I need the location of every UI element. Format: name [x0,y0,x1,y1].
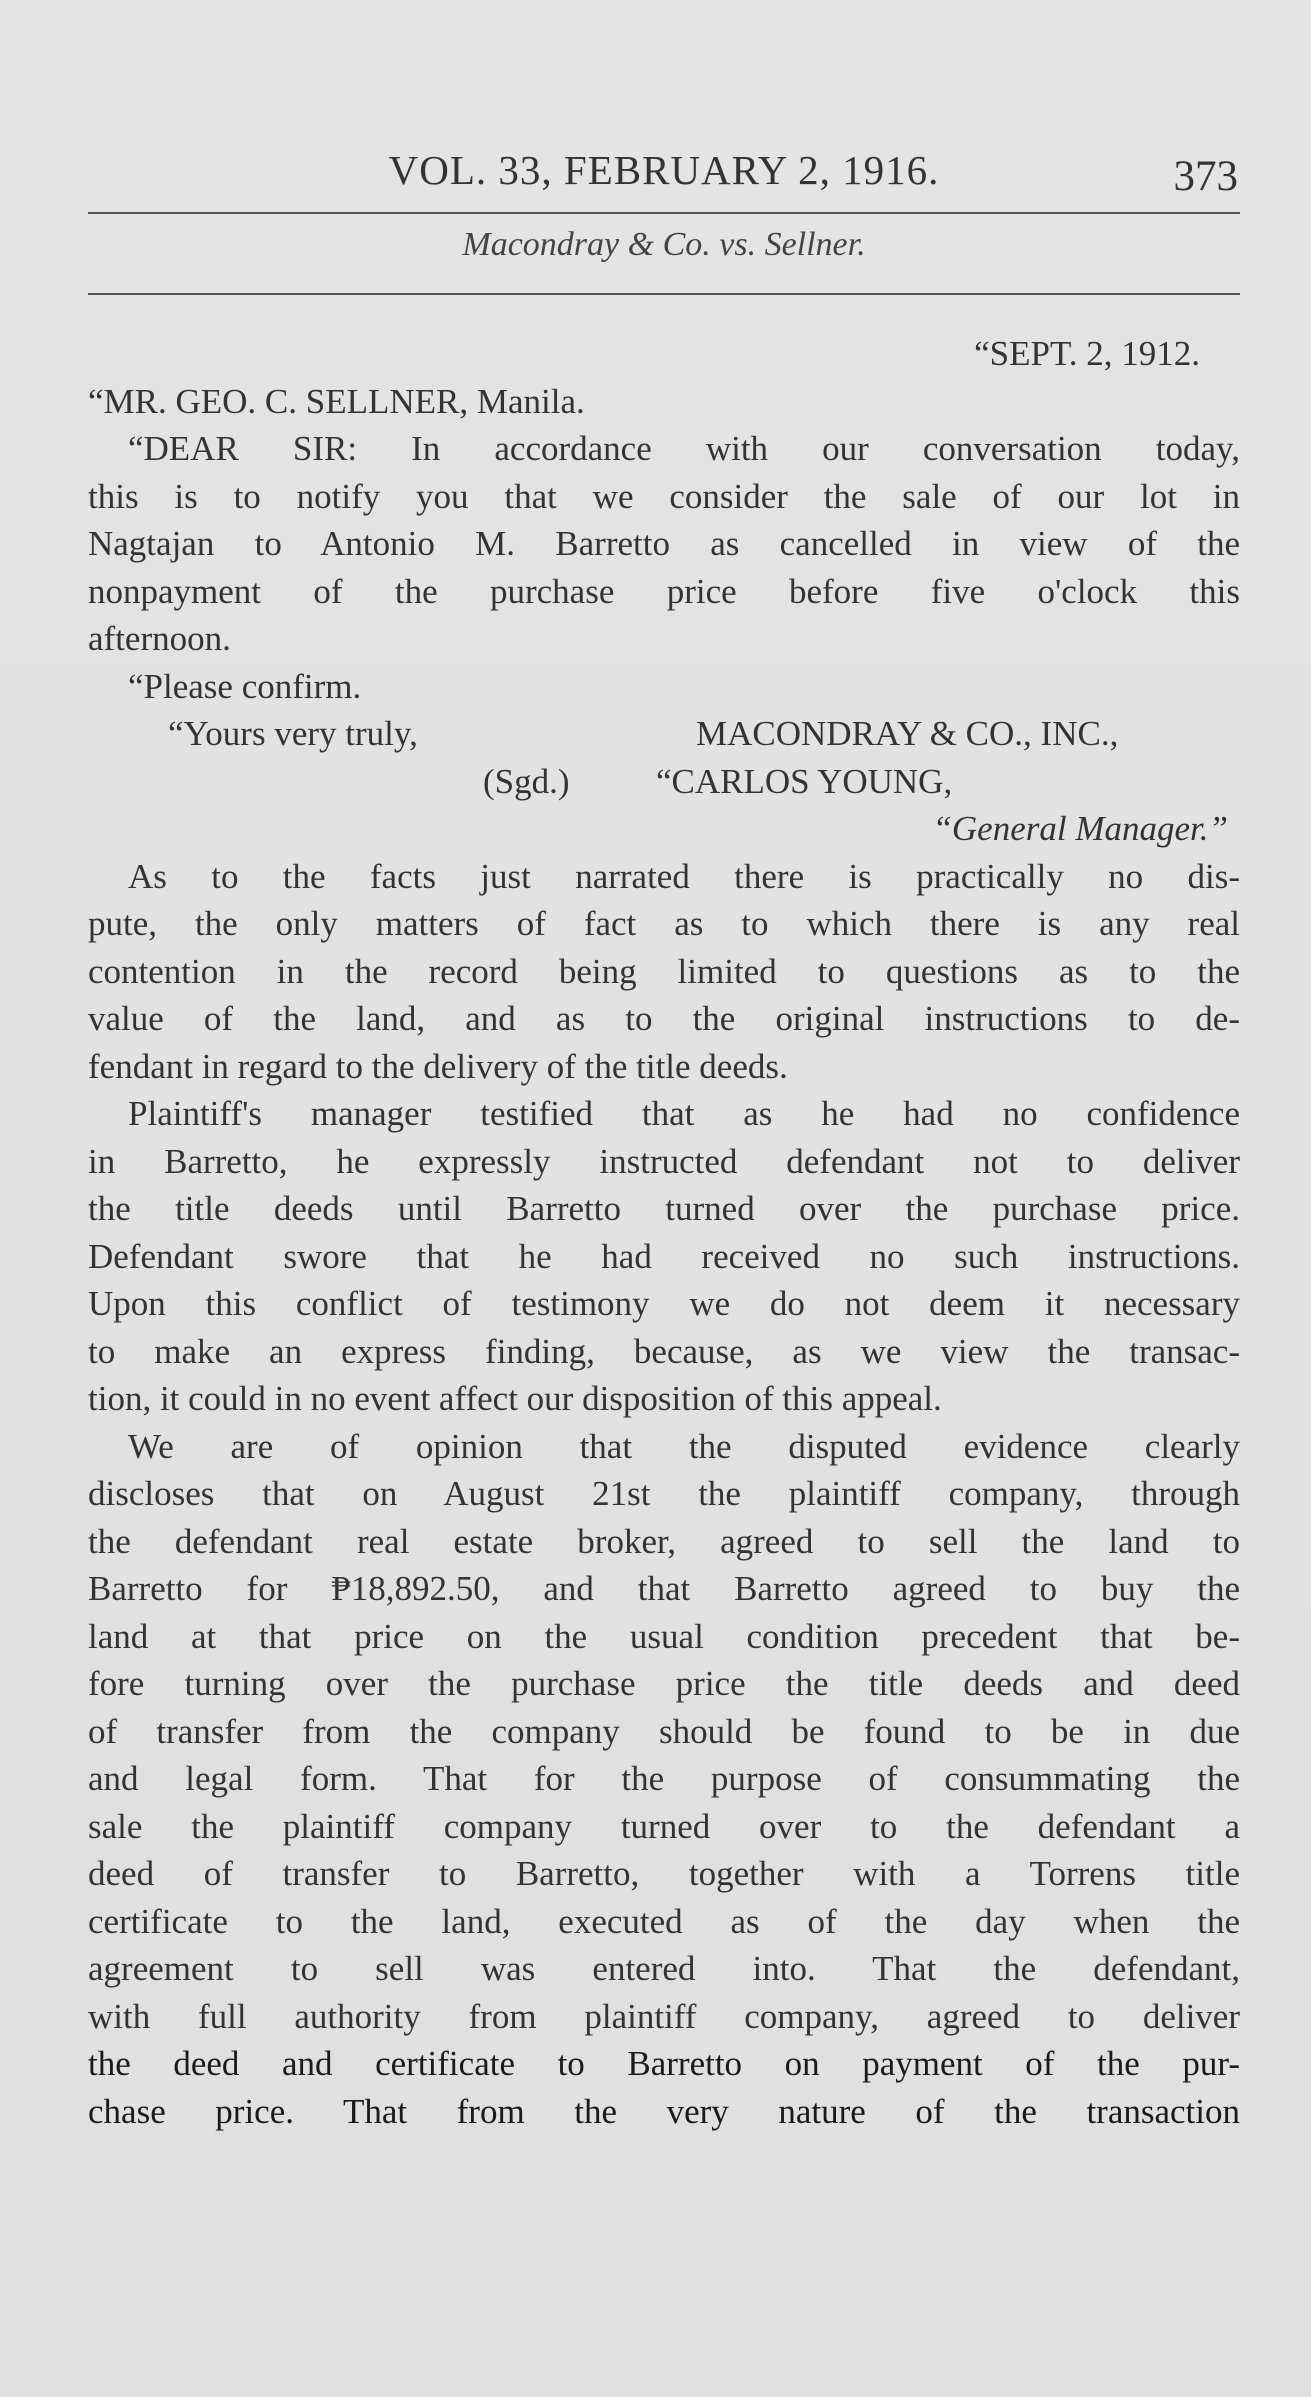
page-number: 373 [1173,153,1238,200]
header-rule-bottom [88,293,1240,295]
letter-closing: “Yours very truly, [168,714,418,753]
letter-salutation: “DEAR SIR: [128,429,358,468]
letter-body-line [88,425,1240,473]
letter-date: “SEPT. 2, 1912. [974,334,1200,373]
letter-addressee: “MR. GEO. C. SELLNER, Manila. [88,381,585,421]
paragraph-line: with full authority from plaintiff company, agreed to deliver [88,1996,1240,2036]
paragraph-line: in Barretto, he expressly instructed defendant not to deliver [88,1141,1240,1181]
paragraph-line: fendant in regard to the delivery of the title deeds. [88,1046,788,1086]
paragraph-line: pute, the only matters of fact as to which there is any real [88,904,1240,943]
paragraph-line: We are of opinion that the disputed evidence clearly [128,1426,1240,1466]
paragraph-line: certificate to the land, executed as of the day when the [88,1901,1240,1941]
paragraph-line: to make an express finding, because, as we view the transac- [88,1331,1240,1371]
letter-signer-title: “General Manager.” [932,809,1228,848]
paragraph-line: Defendant swore that he had received no such instructions. [88,1236,1240,1276]
letter-sgd: (Sgd.) [483,761,570,801]
running-head: Macondray & Co. vs. Sellner. [462,226,866,263]
paragraph-line: agreement to sell was entered into. That the defendant, [88,1949,1240,1988]
paragraph-line: chase price. That from the very nature of the transaction [88,2091,1240,2131]
header-rule-top [88,212,1240,214]
letter-body-text: In accordance with our conversation today, [357,429,1240,468]
page-body [88,330,1240,2135]
paragraph-line: the defendant real estate broker, agreed to sell the land to [88,1521,1240,1561]
paragraph-line: of transfer from the company should be found to be in due [88,1711,1240,1751]
paragraph-line: Upon this conflict of testimony we do not deem it necessary [88,1284,1240,1323]
letter-signer: “CARLOS YOUNG, [656,761,953,801]
paragraph-line: Barretto for ₱18,892.50, and that Barretto agreed to buy the [88,1569,1240,1608]
letter-body-line: Nagtajan to Antonio M. Barretto as cancelled in view of the [88,524,1240,563]
volume-date-heading: VOL. 33, FEBRUARY 2, 1916. [388,147,940,193]
paragraph-line: discloses that on August 21st the plaintiff company, through [88,1474,1240,1513]
paragraph-line: Plaintiff's manager testified that as he had no confidence [128,1094,1240,1133]
paragraph-line: tion, it could in no event affect our disposition of this appeal. [88,1379,942,1418]
paragraph-line: As to the facts just narrated there is practically no dis- [128,856,1240,896]
paragraph-line: sale the plaintiff company turned over to the defendant a [88,1806,1240,1846]
paragraph-line: contention in the record being limited to questions as to the [88,951,1240,991]
letter-body-line: this is to notify you that we consider the sale of our lot in [88,476,1240,516]
letter-closing-row [88,710,1240,758]
letter-body-line: afternoon. [88,619,231,658]
letter-body-line: nonpayment of the purchase price before five o'clock this [88,571,1240,611]
paragraph-line: deed of transfer to Barretto, together with a Torrens title [88,1854,1240,1893]
page-header [88,138,1240,198]
paragraph-line: land at that price on the usual condition precedent that be- [88,1616,1240,1656]
letter-company: MACONDRAY & CO., INC., [696,714,1119,753]
letter-signature-row [88,758,1240,806]
letter-confirm: “Please confirm. [128,666,362,706]
paragraph-line: the deed and certificate to Barretto on payment of the pur- [88,2044,1240,2083]
paragraph-line: value of the land, and as to the original instructions to de- [88,999,1240,1038]
paragraph-line: the title deeds until Barretto turned over the purchase price. [88,1189,1240,1228]
paragraph-line: fore turning over the purchase price the title deeds and deed [88,1664,1240,1703]
paragraph-line: and legal form. That for the purpose of consummating the [88,1759,1240,1798]
letter-title-row [88,805,1240,853]
